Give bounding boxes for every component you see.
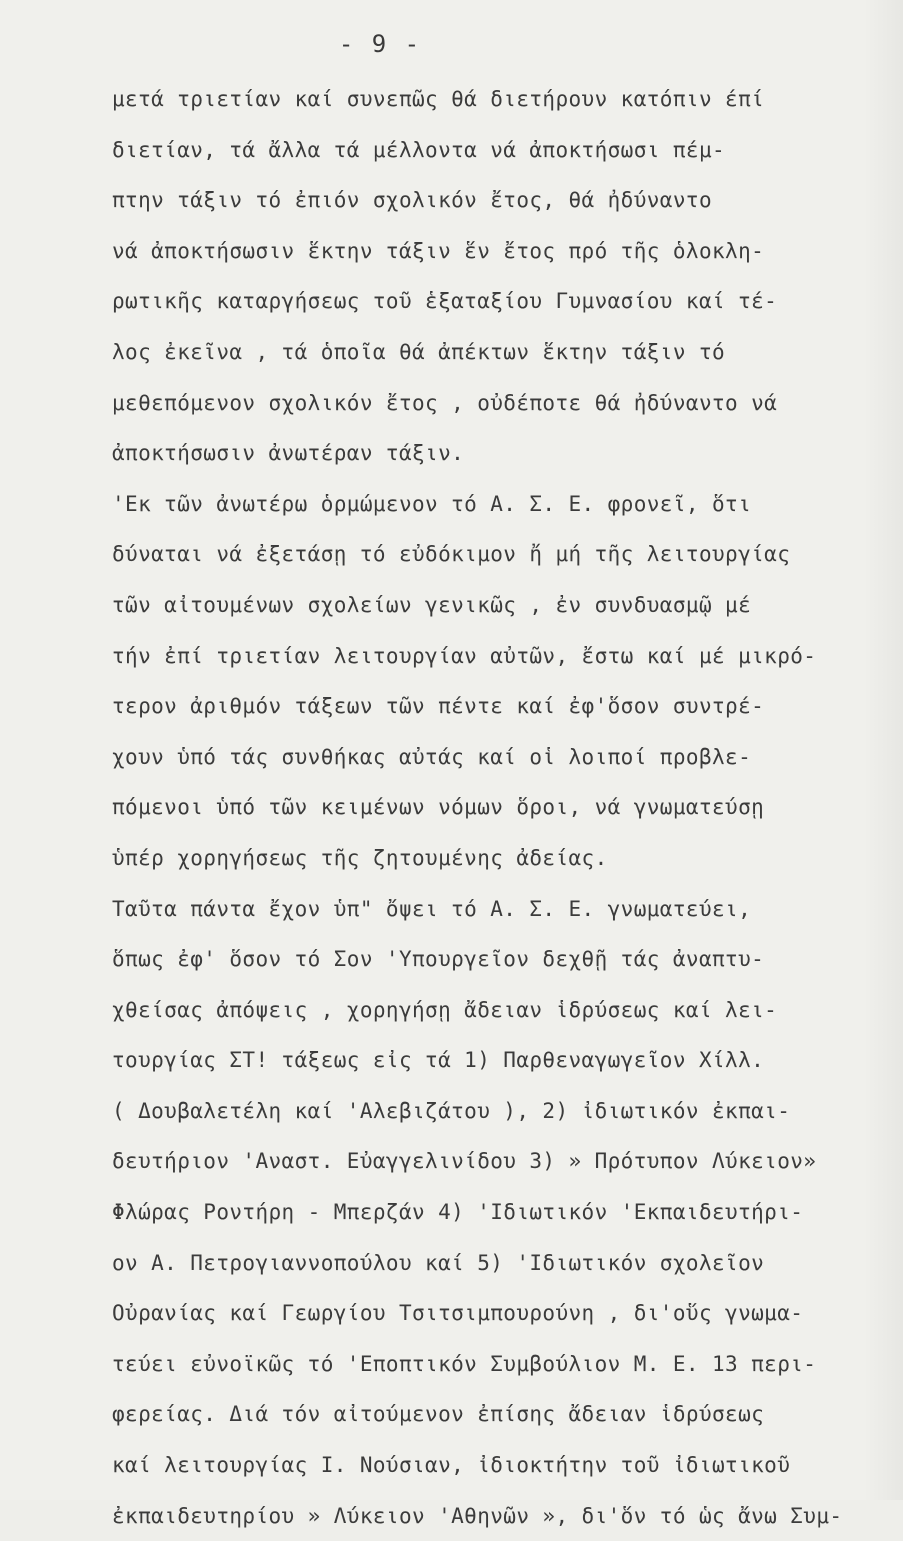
text-line: χθείσας ἀπόψεις , χορηγήσῃ ἄδειαν ἱδρύσεως καί λει- xyxy=(112,997,778,1022)
text-line: πτην τάξιν τό ἐπιόν σχολικόν ἔτος, θά ἠδύναντο xyxy=(112,188,712,213)
text-line: νά ἀποκτήσωσιν ἕκτην τάξιν ἕν ἔτος πρό τῆς ὁλοκλη- xyxy=(112,238,765,263)
text-line: ( Δουβαλετέλη καί 'Αλεβιζάτου ), 2) ἰδιωτικόν ἐκπαι- xyxy=(112,1098,791,1123)
text-line: πόμενοι ὑπό τῶν κειμένων νόμων ὅροι, νά γνωματεύσῃ xyxy=(112,795,765,820)
text-line: Ταῦτα πάντα ἔχον ὑπ" ὄψει τό Α. Σ. Ε. γνωματεύει, xyxy=(112,896,752,921)
text-line: ον Α. Πετρογιαννοπούλου καί 5) 'Ιδιωτικόν σχολεῖον xyxy=(112,1250,765,1275)
text-line: 'Εκ τῶν ἀνωτέρω ὁρμώμενον τό Α. Σ. Ε. φρονεῖ, ὅτι xyxy=(112,491,752,516)
text-line: ὅπως ἐφ' ὅσον τό Σον 'Υπουργεῖον δεχθῇ τάς ἀναπτυ- xyxy=(112,947,765,972)
page-number: - 9 - xyxy=(338,30,422,58)
text-line: λος ἐκεῖνα , τά ὁποῖα θά ἀπέκτων ἕκτην τάξιν τό xyxy=(112,339,726,364)
text-line: διετίαν, τά ἄλλα τά μέλλοντα νά ἀποκτήσωσι πέμ- xyxy=(112,137,726,162)
typewritten-text-block xyxy=(112,74,872,1541)
text-line: τῶν αἰτουμένων σχολείων γενικῶς , ἐν συνδυασμῷ μέ xyxy=(112,592,752,617)
text-line: τεύει εὐνοϊκῶς τό 'Εποπτικόν Συμβούλιον Μ. Ε. 13 περι- xyxy=(112,1351,817,1376)
text-line: ἐκπαιδευτηρίου » Λύκειον 'Αθηνῶν », δι'ὅν τό ὡς ἄνω Συμ- xyxy=(112,1503,843,1528)
text-line: τουργίας ΣΤ! τάξεως εἰς τά 1) Παρθεναγωγεῖον Χίλλ. xyxy=(112,1048,765,1073)
text-line: φερείας. Διά τόν αἰτούμενον ἐπίσης ἄδειαν ἱδρύσεως xyxy=(112,1402,765,1427)
text-line: καί λειτουργίας Ι. Νούσιαν, ἰδιοκτήτην τοῦ ἰδιωτικοῦ xyxy=(112,1453,791,1478)
text-line: τήν ἐπί τριετίαν λειτουργίαν αὐτῶν, ἔστω καί μέ μικρό- xyxy=(112,643,817,668)
text-line: μεθεπόμενον σχολικόν ἔτος , οὐδέποτε θά ἠδύναντο νά xyxy=(112,390,778,415)
text-line: ρωτικῆς καταργήσεως τοῦ ἑξαταξίου Γυμνασίου καί τέ- xyxy=(112,289,778,314)
text-line: μετά τριετίαν καί συνεπῶς θά διετήρουν κατόπιν έπί xyxy=(112,87,765,111)
text-line: ὑπέρ χορηγήσεως τῆς ζητουμένης ἀδείας. xyxy=(112,845,608,870)
text-line: Φλώρας Ροντήρη - Μπερζάν 4) 'Ιδιωτικόν 'Εκπαιδευτήρι- xyxy=(112,1200,804,1225)
text-line: ἀποκτήσωσιν ἀνωτέραν τάξιν. xyxy=(112,441,465,466)
text-line: Οὐρανίας καί Γεωργίου Τσιτσιμπουρούνη , δι'οὕς γνωμα- xyxy=(112,1301,804,1326)
text-line: δευτήριον 'Αναστ. Εὐαγγελινίδου 3) » Πρότυπον Λύκειον» xyxy=(112,1149,817,1174)
text-line: τερον ἀριθμόν τάξεων τῶν πέντε καί ἐφ'ὅσον συντρέ- xyxy=(112,694,765,719)
text-line: χουν ὑπό τάς συνθήκας αὐτάς καί οἱ λοιποί προβλε- xyxy=(112,744,752,769)
text-line: δύναται νά ἐξετάσῃ τό εὐδόκιμον ἤ μή τῆς λειτουργίας xyxy=(112,542,791,567)
